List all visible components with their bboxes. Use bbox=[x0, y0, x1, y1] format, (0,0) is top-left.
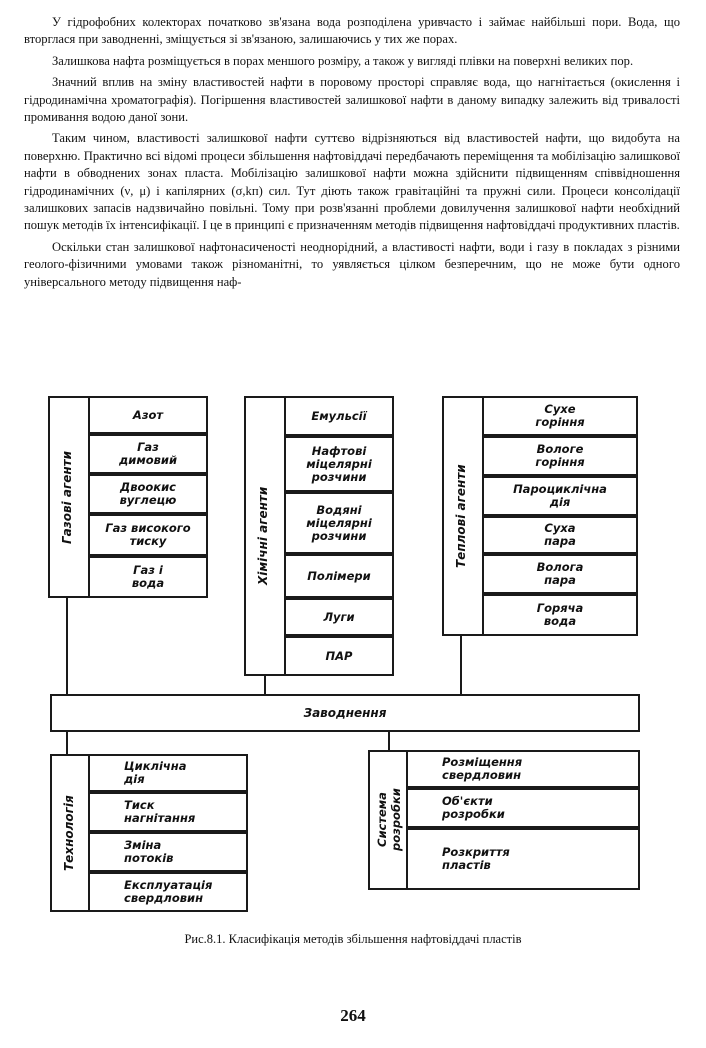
paragraph: Значний вплив на зміну властивостей нафти в поровому просторі справляє вода, що нагнітається (окислення і гідродинамічна хроматографія). Погіршення властивостей залишкової нафти в даному випадку залежить від тривалості промивання водою даної зони. bbox=[24, 75, 680, 125]
paragraph: Залишкова нафта розміщується в порах меншого розміру, а також у вигляді плівки на поверхні великих пор. bbox=[52, 53, 634, 68]
thermal-agents-label: Теплові агенти bbox=[454, 464, 468, 568]
chemical-item: Водяні міцелярні розчини bbox=[284, 492, 394, 554]
thermal-item: Вологе горіння bbox=[482, 436, 638, 476]
gas-item: Двоокис вуглецю bbox=[88, 474, 208, 514]
gas-item: Газ високого тиску bbox=[88, 514, 208, 556]
waterflooding-bar: Заводнення bbox=[50, 694, 640, 732]
technology-item: Тиск нагнітання bbox=[88, 792, 248, 832]
technology-label: Технологія bbox=[62, 795, 76, 871]
chemical-item: Полімери bbox=[284, 554, 394, 598]
chemical-item: Луги bbox=[284, 598, 394, 636]
chemical-item: Емульсії bbox=[284, 396, 394, 436]
paragraph: Таким чином, властивості залишкової нафти суттєво відрізняються від властивостей нафти, що видобута на поверхню. Практично всі відомі процеси збільшення нафтовіддачі передбачають переміщення та мобілізацію залишкової нафти в обводнених зонах пласта. Мобілізацію залишкової нафти можна здійснити підвищенням співвідношення гідродинамічних (ν, μ) і капілярних (σ,kп) сил. Тут діють також гравітаційні та пружні сили. Процеси консолідації залишкових запасів надзвичайно повільні. Тому при розв'язанні проблеми довилучення залишкової нафти необхідний пошук методів їх інтенсифікації. І це в принципі є призначенням методів підвищення нафтовіддачі продуктивних пластів. bbox=[24, 131, 680, 233]
gas-item: Газ димовий bbox=[88, 434, 208, 474]
page-number: 264 bbox=[340, 1006, 366, 1025]
paragraph: Оскільки стан залишкової нафтонасиченості неоднорідний, а властивості нафти, води і газу в покладах з різними геолого-фізичними умовами також різноманітні, то уявляється цілком безперечним, що не може бути одного універсального методу підвищення наф- bbox=[24, 239, 680, 289]
connector-line bbox=[264, 676, 266, 694]
paragraph: У гідрофобних колекторах початково зв'язана вода розподілена уривчасто і займає найбільші пори. Вода, що вторглася при заводненні, зміщується зі зв'язаною, залишаючись у тих же порах. bbox=[24, 15, 680, 47]
development-system-label: Система розробки bbox=[375, 788, 403, 852]
connector-line bbox=[460, 636, 462, 694]
thermal-item: Суха пара bbox=[482, 516, 638, 554]
thermal-item: Сухе горіння bbox=[482, 396, 638, 436]
gas-agents-label: Газові агенти bbox=[60, 450, 74, 544]
development-item: Розміщення свердловин bbox=[406, 750, 640, 788]
technology-item: Зміна потоків bbox=[88, 832, 248, 872]
gas-item: Газ і вода bbox=[88, 556, 208, 598]
connector-line bbox=[66, 598, 68, 694]
development-item: Об'єкти розробки bbox=[406, 788, 640, 828]
chemical-agents-label: Хімічні агенти bbox=[256, 486, 270, 586]
figure-caption: Рис.8.1. Класифікація методів збільшення нафтовіддачі пластів bbox=[184, 932, 522, 946]
chemical-item: ПАР bbox=[284, 636, 394, 676]
thermal-item: Горяча вода bbox=[482, 594, 638, 636]
connector-line bbox=[66, 732, 68, 754]
technology-item: Циклічна дія bbox=[88, 754, 248, 792]
technology-item: Експлуатація свердловин bbox=[88, 872, 248, 912]
thermal-item: Пароциклічна дія bbox=[482, 476, 638, 516]
thermal-item: Волога пара bbox=[482, 554, 638, 594]
development-item: Розкриття пластів bbox=[406, 828, 640, 890]
chemical-item: Нафтові міцелярні розчини bbox=[284, 436, 394, 492]
gas-item: Азот bbox=[88, 396, 208, 434]
